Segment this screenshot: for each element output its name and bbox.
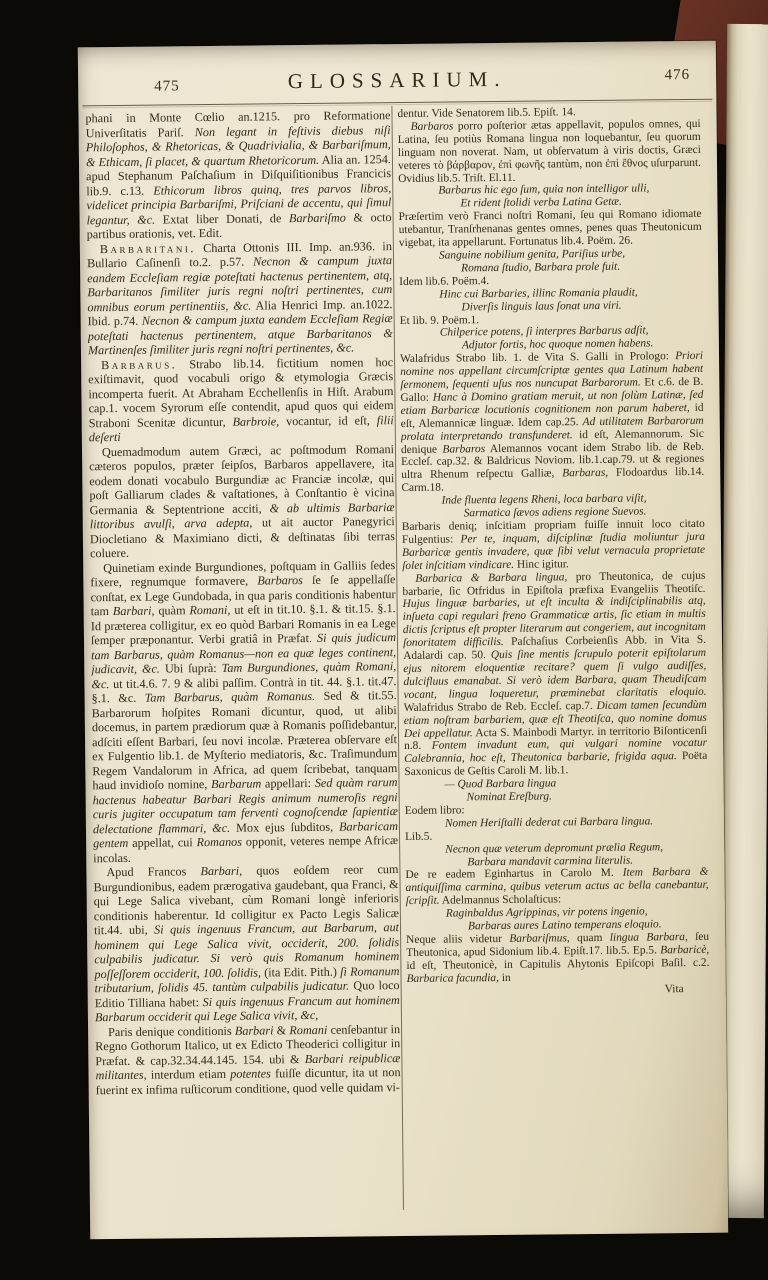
text-segment: Poëta Saxonicus de Geſtis Caroli M. lib.1. — [404, 750, 708, 779]
text-segment: , id eſt, Theutonicè, in Capitulis Ahytonis Epiſcopi Baſil. c.2. — [406, 943, 710, 972]
paragraph — [93, 862, 400, 1025]
verse-line: Nomen Heriſtalli dederat cui Barbara lingua. — [444, 815, 654, 830]
text-segment: Per te, inquam, diſciplinæ ſtudia moliuntur jura Barbaricæ gentis invadere, quæ ſibi velut vernacula proprietate ſolet inſcitiam vindicare. — [402, 530, 706, 572]
verse-block — [404, 776, 707, 805]
text-segment: uſurparunt. Ovidius lib.5. Triſt. El.11. — [398, 156, 702, 185]
verse-line: Sanguine nobilium genita, Pariſius urbe, — [438, 247, 626, 262]
text-segment: , ſeu Theutonica, apud Sidonium lib.4. Epiſt.17. lib.5. Ep.5. — [406, 930, 710, 959]
text-segment: Walafridus Strabo lib. 1. de Vita S. Galli in Prologo: — [399, 350, 676, 366]
paragraph — [95, 1022, 401, 1098]
paragraph — [88, 355, 394, 445]
text-segment: Alia an. 1254. apud Stephanum Paſchaſium in Diſquiſitionibus Francicis lib.9. c.13. — [86, 151, 392, 198]
text-segment: De re eadem Eginhartus in Carolo M. — [405, 867, 623, 882]
text-segment: & ab ultimis Barbariæ littoribus avulſi, arva adepta, — [89, 499, 395, 532]
text-segment: ut eſt in tit.10. §.1. & tit.15. §.1. Id præterea colligitur, ex eo quòd Barbari Romanis in ea Lege ſemper præponantur. Verbi gratiâ in Præfat. — [90, 601, 396, 648]
text-segment: potentes — [230, 1066, 271, 1081]
text-segment: Acta S. Mainbodi Martyr. in territorio Biſonticenſi n.8. — [404, 724, 708, 753]
text-segment: Barbaros — [442, 442, 486, 456]
verse-line: Barbaras aures Latino temperans eloquio. — [467, 918, 662, 933]
verse-block — [399, 286, 702, 315]
text-segment: Barbaricam gentem — [93, 818, 399, 851]
text-segment: Extat liber Donati, de — [155, 210, 290, 227]
text-segment: Flodoardus lib.14. Carm.18. — [401, 466, 705, 495]
verse-block — [400, 324, 703, 353]
entry-headword: Barbaritani. — [99, 240, 196, 256]
text-segment: Priori nomine nos appellant circumſcriptæ gentes qua Latinum habent ſermonem, ſequenti uſus nos nuncupat Barbarorum. — [400, 350, 704, 392]
verse-block — [399, 247, 702, 276]
verse-line: Diverſis linguis laus ſonat una viri. — [461, 299, 622, 313]
text-segment: Barbaricè — [660, 943, 707, 957]
text-segment: Alia Henrici Imp. an.1022. Ibid. p.74. — [87, 296, 393, 329]
text-segment: Præſertim verò Franci noſtri Romani, ſeu qui Romano idiomate utebantur, Tranſrhenanas gentes omnes, penes quas Theutonicum vigebat, ita appellarunt. Fortunatus lib.4. Poëm. 26. — [398, 208, 702, 250]
paragraph — [405, 866, 708, 908]
text-segment: tantùm, non — [544, 157, 606, 171]
text-segment: phani in Monte Cœlio an.1215. pro Reformatione Univerſitatis Pariſ. — [85, 108, 391, 140]
text-segment: Quinetiam exinde Burgundiones, poſtquam in Galliis ſedes fixere, regnumque formavere, — [90, 557, 396, 590]
text-segment: ſe ſe appellaſſe conſtat, ex Lege Gundobada, in qua paris conditionis habentur tam — [90, 572, 396, 619]
right-column — [397, 105, 712, 1228]
text-segment: Tam Barbarus, quàm Romanus. — [144, 688, 316, 705]
text-segment: appellat, cui — [128, 835, 197, 850]
text-segment: filii deſerti — [88, 412, 394, 445]
text-segment: Eodem libro: — [404, 804, 465, 817]
text-segment: Barbarica & Barbara lingua, — [415, 570, 568, 585]
text-segment: , quam — [566, 931, 610, 945]
paragraph — [402, 518, 706, 573]
text-segment: Barbari — [234, 1022, 274, 1038]
text-segment: cenſebantur in Regno Gothorum Italico, ut ex Edicto Theoderici colligitur in Præfat. & cap.32.34.44.145. 154. ubi & — [95, 1021, 401, 1068]
paragraph — [90, 558, 398, 866]
text-segment: Paris denique conditionis — [108, 1023, 235, 1039]
text-segment: interdum etiam — [146, 1066, 231, 1082]
text-segment: lingua Barbara — [609, 931, 686, 944]
text-segment: dentur. Vide Senatorem lib.5. Epiſt. 14. — [397, 106, 576, 121]
paragraph — [85, 108, 391, 242]
text-segment: Barbarica facundia — [406, 971, 497, 985]
entry-headword: Barbarus. — [101, 356, 178, 372]
text-segment: Sed & tit.55. Barbarorum hoſpites Romani dicuntur, quod, ut alibi docemus, in partem prædiorum quæ à Romanis poſſidebantur, adſciti eſſent Barbari, ſeu novi incolæ. Præterea obſervare eſt ex Fulgentio lib.1. de Myſterio mediatoris, &c. Traſimundum Regem Vandalorum in Africa, ad quem ſcribebat, tanquam haud invidioſo nomine, — [91, 688, 398, 793]
text-segment: Romanos — [196, 834, 243, 850]
text-segment: Quo loco Editio Tilliana habet: — [94, 978, 400, 1010]
text-segment: vocantur, id eſt, — [279, 412, 377, 428]
text-segment: Fontem invadunt eum, qui vulgari nomine vocatur Calebrannia, hoc eſt, Theutonica barbarie, frigida aqua. — [404, 737, 708, 766]
text-segment: ut ait auctor Panegyrici Diocletiano & Maximiano dicti, & deſtinatas ſibi terras coluere. — [89, 514, 395, 561]
verse-line: Chilperice potens, ſi interpres Barbarus adſit, — [439, 324, 649, 340]
text-segment: Barbariſmus — [509, 932, 567, 945]
text-segment: Barbaros — [410, 120, 454, 133]
text-segment: Hujus linguæ barbaries, ut eſt inculta & indiſciplinabilis atq, inſueta capi regulari freno Grammaticæ artis, ſic etiam in multis dictis ſcriptus eſt propter literarum aut congeriem, aut incognitam ſonoritatem difficilis. — [402, 595, 706, 650]
text-segment: quàm — [154, 603, 190, 618]
text-segment: opponit, veteres nempe Africæ incolas. — [93, 833, 399, 865]
text-segment: Ad utilitatem Barbarorum prolata interpretando transfunderet. — [400, 414, 704, 443]
text-segment: Item Barbara & antiquiſſima carmina, quibus veterum actus ac bella canebantur, ſcripſit. — [405, 866, 709, 908]
text-segment: & octo partibus orationis, vet. Edit. — [86, 209, 392, 242]
text-segment: fuiſſe dicuntur, ita ut non fuerint ex infima ruſticorum conditione, quod velle quidam vi- — [95, 1065, 401, 1097]
verse-block — [401, 492, 704, 521]
verse-line: Et rident ſtolidi verba Latina Getæ. — [460, 196, 622, 210]
verse-line: Barbara mandavit carmina literulis. — [467, 854, 634, 868]
text-segment: ut tit.4.6. 7. 9 & alibi paſſim. Contrà in tit. 44. §.1. tit.47. §.1. &c. — [91, 673, 397, 706]
text-segment: Mox ejus ſubditos, — [230, 819, 340, 835]
verse-line: Necnon quæ veterum depromunt prælia Regum, — [445, 840, 664, 856]
text-segment: Barbari, — [112, 603, 155, 619]
text-segment: appellari: — [261, 775, 315, 791]
text-segment: Strabo lib.14. fictitium nomen hoc exiſtimavit, quod vocabuli origo & etymologia Græcis incomperta fuerit. At Abraham Ecchellenſis in Hiſt. Arabum cap.1. vocem Syrorum eſſe contendit, apud quos qui eidem Straboni Scenitæ dicuntur, — [88, 354, 394, 430]
text-segment: id eſt, Alemannorum. Sic denique — [400, 427, 704, 456]
text-segment: Romani — [289, 1022, 328, 1037]
text-segment: Alemannos vocant idem Strabo lib. de Reb. Eccleſ. cap.32. & Baldricus Noviom. lib.1.cap.79. ut & regiones ultra Rhenum reſpectu Galliæ, — [401, 440, 705, 482]
paragraph — [402, 569, 707, 779]
text-segment: Barbroie, — [232, 413, 280, 429]
verse-line: Nominat Ereſburg. — [466, 790, 552, 804]
text-segment: Barbari reipublicæ militantes, — [95, 1050, 401, 1083]
text-segment: Tam Burgundiones, quàm Romani, &c. — [91, 659, 397, 691]
paragraph — [87, 239, 393, 358]
text-segment: Apud Francos — [106, 864, 201, 880]
text-segment: Quis ſine mentis ſcrupulo poterit epiſtolarum ejus nitorem eloquentiæ recitare? quem ſi vulgo audiſſes, dulcifluus emanabat. Si verò idem Barbara, quam Theudiſcam vocant, lingua loqueretur, præminebat claritatis eloquio. — [403, 646, 707, 701]
text-segment: τὸ βάρβαρον, ἐπὶ φωνῆς — [433, 158, 545, 172]
book-page — [78, 41, 728, 1240]
text-segment: Barbaros — [257, 573, 303, 588]
text-segment: Paſchaſius Corbeienſis Abb. in Vita S. Adalardi cap. 50. — [403, 633, 707, 663]
verse-line: Romana ſtudio, Barbara prole fuit. — [461, 260, 621, 275]
text-segment: id eſt, Alemannicæ linguæ. Idem cap.25. — [400, 401, 704, 430]
text-segment: Dicam tamen ſecundùm etiam noſtram barbariem, quæ eſt Theotiſca, quo nomine domus Dei appellatur. — [403, 698, 707, 740]
text-segment: Ubi ſuprà: — [159, 660, 222, 676]
text-segment: Necnon & campum juxta eandem Eccleſiam Regiæ poteſtati hactenus pertinentem, atque Barbaritanos & Martinenſes ſimiliter juris regni noſtri pertinentes, &c. — [87, 311, 393, 358]
verse-line: Hinc cui Barbaries, illinc Romania plaudit, — [439, 286, 638, 301]
verse-line: — Quod Barbara lingua — [444, 777, 557, 791]
verse-block — [398, 182, 701, 211]
text-segment: & — [273, 1022, 290, 1037]
verse-line: Barbarus hic ego ſum, quia non intelligor ulli, — [438, 182, 650, 198]
left-page-number: 475 — [154, 78, 180, 95]
paragraph — [398, 118, 702, 186]
paragraph — [89, 442, 395, 561]
text-segment: ſi Romanum tributarium, ſolidis 45. tantùm culpabilis judicatur. — [94, 963, 400, 996]
text-segment: Barbari — [200, 863, 240, 879]
text-segment: ἐπὶ ἔθνος — [605, 157, 648, 170]
verse-line: Inde fluenta legens Rheni, loca barbara viſit, — [441, 492, 647, 507]
text-segment: Charta Ottonis III. Imp. an.936. in Bullario Caſinenſi to.2. p.57. — [86, 238, 392, 271]
text-segment: Neque aliis videtur — [406, 932, 510, 946]
text-segment: Non legant in feſtivis diebus niſi Philoſophos, & Rhetoricas, & Quadrivialia, & Barbariſmum, & Ethicam, ſi placet, & quartum Rhetoricorum. — [85, 122, 391, 169]
text-segment: (ita Edit. Pith.) — [260, 964, 341, 980]
text-segment: Ethicorum libros quinq, tres parvos libros, videlicet principia Barbariſmi, Priſciani de accentu, qui ſimul legantur, &c. — [86, 180, 392, 227]
verse-line: Adjutor fortis, hoc quoque nomen habens. — [461, 337, 654, 352]
text-segment: Barbaras, — [562, 467, 609, 480]
text-segment: Romani, — [189, 602, 231, 618]
paragraph — [399, 208, 702, 250]
verse-block — [406, 905, 709, 934]
text-segment: Barbarum — [211, 776, 262, 792]
text-segment: , in — [496, 971, 511, 984]
text-segment: Lib.5. — [404, 830, 433, 843]
text-segment: Quemadmodum autem Græci, ac poſtmodum Romani cæteros populos, præter ſeipſos, Barbaros appellavere, ita eodem donati vocabulo Burgundiæ ac Franciæ incolæ, qui poſt Galliarum clades & vaſtationes, à Conſtantio è vicina Germania & Septentrione acciti, — [89, 441, 395, 517]
paragraph — [406, 931, 710, 986]
text-segment: Walafridus Strabo de Reb. Eccleſ. cap.7. — [403, 699, 597, 714]
text-segment: Barbariſmo — [288, 210, 346, 225]
text-segment: Idem lib.6. Poëm.4. — [399, 274, 490, 288]
text-segment: Hanc à Domino gratiam meruit, ut non ſolùm Latinæ, ſed etiam Barbaricæ locutionis cognitionem non parum haberet, — [400, 388, 704, 417]
text-segment: , quos eoſdem reor cum Burgundionibus, eadem prærogativa gaudebant, qua Franci, & qui Lege Salica vivebant, cùm Romani longè inferioris conditionis haberentur. Id colligitur ex Pacto Legis Salicæ tit.44. ubi, — [93, 862, 399, 938]
text-segment: pro Theutonica, de cujus barbarie, ſic Otfridus in Epiſtola præfixa Evangeliis Theotiſc. — [402, 569, 706, 598]
text-segment: Adelmannus Scholaſticus: — [439, 893, 562, 907]
paragraph — [400, 350, 704, 495]
left-column — [85, 108, 402, 1231]
text-segment: Si quis ingenuus Francum aut hominem Barbarum occiderit qui Lege Salica vivit, &c, — [94, 992, 400, 1025]
verse-line: Sarmatica ſævos adiens regione Suevos. — [463, 505, 647, 520]
catchword: Vita — [664, 982, 684, 995]
verse-block — [405, 840, 708, 869]
text-segment: Si quis ingenuus Francum, aut Barbarum, aut hominem qui Lege Salica vivit, occiderit, 200. ſolidis culpabilis judicatur. Si verò quis Romanum hominem poſſeſſorem occiderit, 100. ſolidis, — [94, 920, 400, 981]
text-segment: porro poſterior ætas appellavit, populos omnes, qui Latina, ſeu potiùs Romana lingua non loquebantur, ſeu quorum linguam non noverat. Nam, ut obſervatum à viris doctis, Græci veteres — [397, 117, 701, 172]
text-segment: Necnon & campum juxta eandem Eccleſiam regiæ poteſtati hactenus pertinentem, atq, Barbaritanos ſimiliter juris regni noſtri pertinentes, cum omnibus eorum pertinentiis, &c. — [87, 253, 393, 314]
text-segment: Si quis judicum tam Barbarus, quàm Romanus—non ea quæ leges continent, judicavit, &c. — [91, 630, 397, 677]
right-page-number: 476 — [664, 66, 691, 84]
page-title: GLOSSARIUM. — [287, 66, 507, 94]
text-segment: Hinc igitur. — [514, 557, 569, 571]
text-segment: Sed quàm rarum hactenus habeatur Barbari Regis animum numeroſis regni curis jugiter occupatum tam ferventi cognoſcendæ ſapientiæ delectatione flammari, &c. — [92, 775, 398, 836]
verse-line: Raginbaldus Agrippinas, vir potens ingenio, — [445, 905, 648, 920]
text-segment: Barbaris deniq; inſcitiam propriam fuiſſe innuit loco citato Fulgentius: — [401, 517, 705, 546]
text-segment: Et c.6. de B. Gallo: — [400, 375, 704, 404]
text-segment: Et lib. 9. Poëm.1. — [399, 313, 480, 327]
